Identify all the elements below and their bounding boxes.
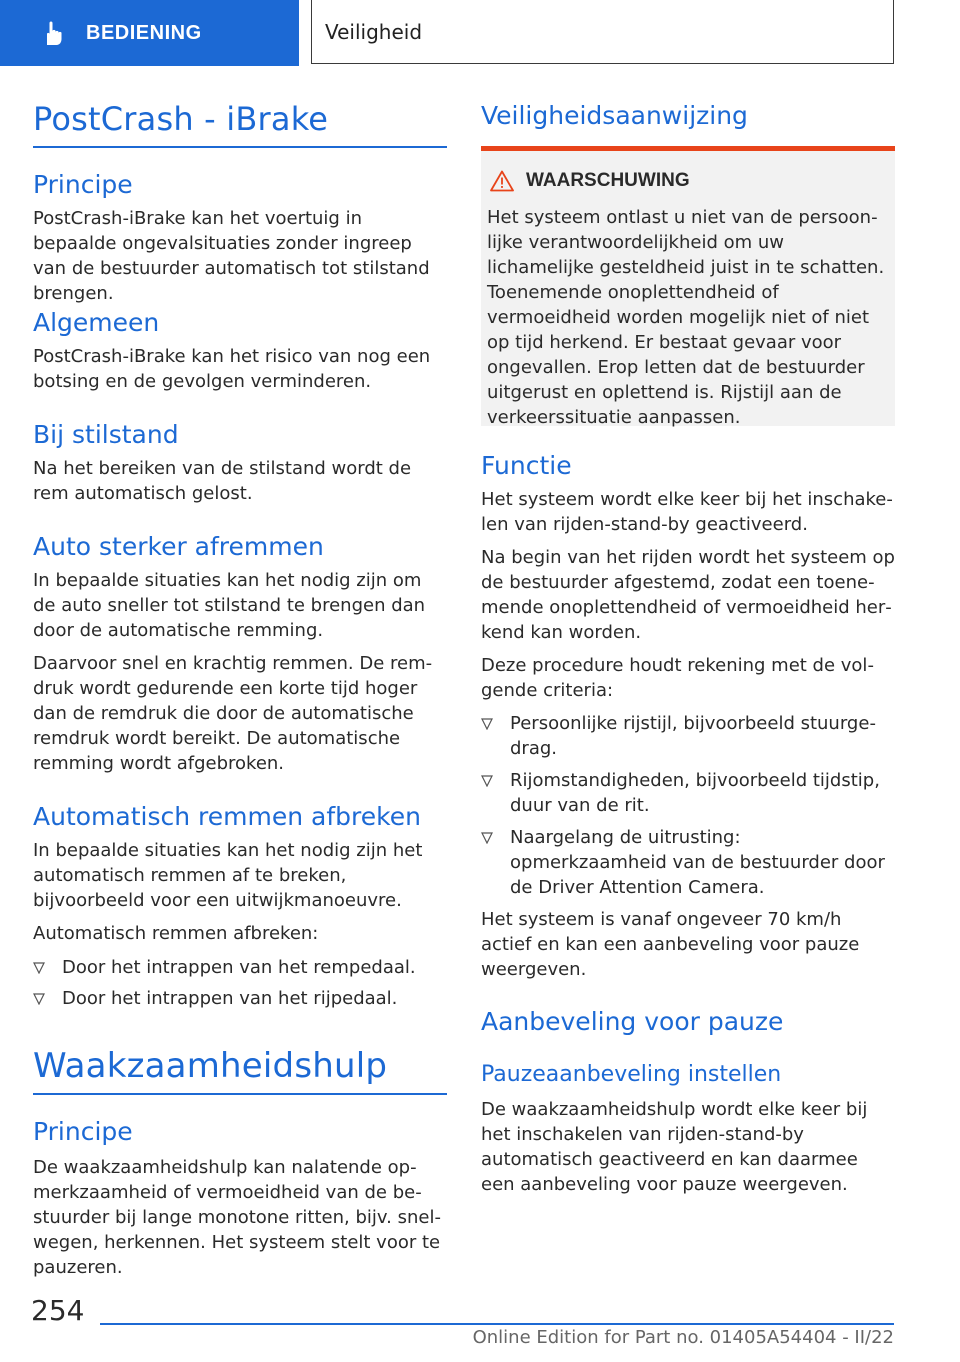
heading-waakzaamheidshulp: Waakzaamheidshulp bbox=[33, 1046, 388, 1086]
paragraph-principe-2: De waakzaamheidshulp kan nalatende opmerkzaamheid of vermoeidheid van de bestuurder bij lange monotone ritten, bijv. snelwegen, herkennen. Het systeem stelt voor te pauzeren. bbox=[33, 1157, 441, 1278]
warning-bar bbox=[481, 146, 895, 151]
warning-header bbox=[490, 170, 690, 192]
paragraph-afbreken-2: Automatisch remmen afbreken: bbox=[33, 923, 319, 944]
heading-pauzeaanbeveling-instellen: Pauzeaanbeveling instellen bbox=[481, 1062, 782, 1087]
paragraph-sterker-1: In bepaalde situaties kan het nodig zijn om de auto sneller tot stilstand te brengen dan door de automatische remming. bbox=[33, 570, 426, 641]
tab-label: BEDIENING bbox=[86, 21, 202, 44]
triangle-bullet-icon bbox=[481, 718, 493, 730]
heading-principe: Principe bbox=[33, 170, 133, 199]
list-item bbox=[33, 955, 447, 980]
list-item-text: Door het intrappen van het rijpedaal. bbox=[62, 988, 398, 1009]
list-item bbox=[33, 986, 447, 1011]
heading-aanbeveling-voor-pauze: Aanbeveling voor pauze bbox=[481, 1007, 784, 1036]
triangle-bullet-icon bbox=[481, 775, 493, 787]
paragraph-bij-stilstand: Na het bereiken van de stilstand wordt de rem automatisch gelost. bbox=[33, 458, 412, 504]
heading-principe-2: Principe bbox=[33, 1117, 133, 1146]
heading-rule bbox=[33, 146, 447, 148]
list-item bbox=[481, 768, 895, 818]
triangle-bullet-icon bbox=[481, 832, 493, 844]
warning-text: Het systeem ontlast u niet van de persoonlijke verantwoordelijkheid om uw lichamelijke gesteldheid juist in te schatten. Toenemende onoplettendheid of vermoeidheid worden mogelijk niet of niet op tijd herkend. Er bestaat gevaar voor ongevallen. Erop letten dat de bestuurder uitgerust en oplettend is. Rijstijl aan de verkeerssituatie aanpassen. bbox=[487, 207, 885, 428]
paragraph-algemeen: PostCrash-iBrake kan het risico van nog een botsing en de gevolgen verminderen. bbox=[33, 346, 431, 392]
heading-algemeen: Algemeen bbox=[33, 308, 160, 337]
warning-box bbox=[481, 146, 895, 426]
tab-veiligheid[interactable] bbox=[311, 0, 894, 64]
list-item-text: Persoonlijke rijstijl, bijvoorbeeld stuurgedrag. bbox=[510, 713, 876, 759]
footer-rule bbox=[100, 1323, 894, 1325]
triangle-bullet-icon bbox=[33, 993, 45, 1005]
footer-edition: Online Edition for Part no. 01405A54404 - II/22 bbox=[472, 1327, 894, 1348]
heading-bij-stilstand: Bij stilstand bbox=[33, 420, 179, 449]
page-number: 254 bbox=[31, 1294, 85, 1327]
heading-automatisch-remmen-afbreken: Automatisch remmen afbreken bbox=[33, 802, 421, 831]
heading-veiligheidsaanwijzing: Veiligheidsaanwijzing bbox=[481, 101, 748, 130]
paragraph-functie-1: Het systeem wordt elke keer bij het inschakelen van rijden-stand-by geactiveerd. bbox=[481, 489, 893, 535]
hand-pointer-icon bbox=[38, 18, 68, 48]
heading-auto-sterker-afremmen: Auto sterker afremmen bbox=[33, 532, 324, 561]
paragraph-functie-2: Na begin van het rijden wordt het systeem op de bestuurder afgestemd, zodat een toenemende onoplettendheid of vermoeidheid herkend kan worden. bbox=[481, 547, 895, 643]
list-item-text: Naargelang de uitrusting: opmerkzaamheid van de bestuurder door de Driver Attention Camera. bbox=[510, 827, 885, 898]
list-item bbox=[481, 711, 895, 761]
paragraph-afbreken-1: In bepaalde situaties kan het nodig zijn het automatisch remmen af te breken, bijvoorbeeld voor een uitwijkmanoeuvre. bbox=[33, 840, 423, 911]
tab-bediening[interactable] bbox=[0, 0, 299, 66]
paragraph-sterker-2: Daarvoor snel en krachtig remmen. De remdruk wordt gedurende een korte tijd hoger dan de remdruk die door de automatische remdruk wordt bereikt. De automatische remming wordt afgebroken. bbox=[33, 653, 433, 774]
list-item-text: Door het intrappen van het rempedaal. bbox=[62, 957, 416, 978]
heading-functie: Functie bbox=[481, 451, 572, 480]
heading-postcrash: PostCrash - iBrake bbox=[33, 100, 329, 138]
paragraph-functie-3: Deze procedure houdt rekening met de volgende criteria: bbox=[481, 655, 874, 701]
paragraph-instellen: De waakzaamheidshulp wordt elke keer bij het inschakelen van rijden-stand-by automatisch geactiveerd en kan daarmee een aanbeveling voor pauze weergeven. bbox=[481, 1099, 868, 1195]
list-item bbox=[481, 825, 895, 900]
heading-rule bbox=[33, 1093, 447, 1095]
paragraph-principe: PostCrash-iBrake kan het voertuig in bepaalde ongevalsituaties zonder ingreep van de bestuurder automatisch tot stilstand brengen. bbox=[33, 208, 430, 304]
tab-label: Veiligheid bbox=[325, 19, 423, 44]
list-item-text: Rijomstandigheden, bijvoorbeeld tijdstip, duur van de rit. bbox=[510, 770, 880, 816]
warning-label: WAARSCHUWING bbox=[526, 170, 690, 191]
triangle-bullet-icon bbox=[33, 962, 45, 974]
paragraph-functie-4: Het systeem is vanaf ongeveer 70 km/h actief en kan een aanbeveling voor pauze weergeven. bbox=[481, 909, 860, 980]
warning-triangle-icon bbox=[490, 170, 514, 192]
header-tabs bbox=[0, 0, 960, 66]
